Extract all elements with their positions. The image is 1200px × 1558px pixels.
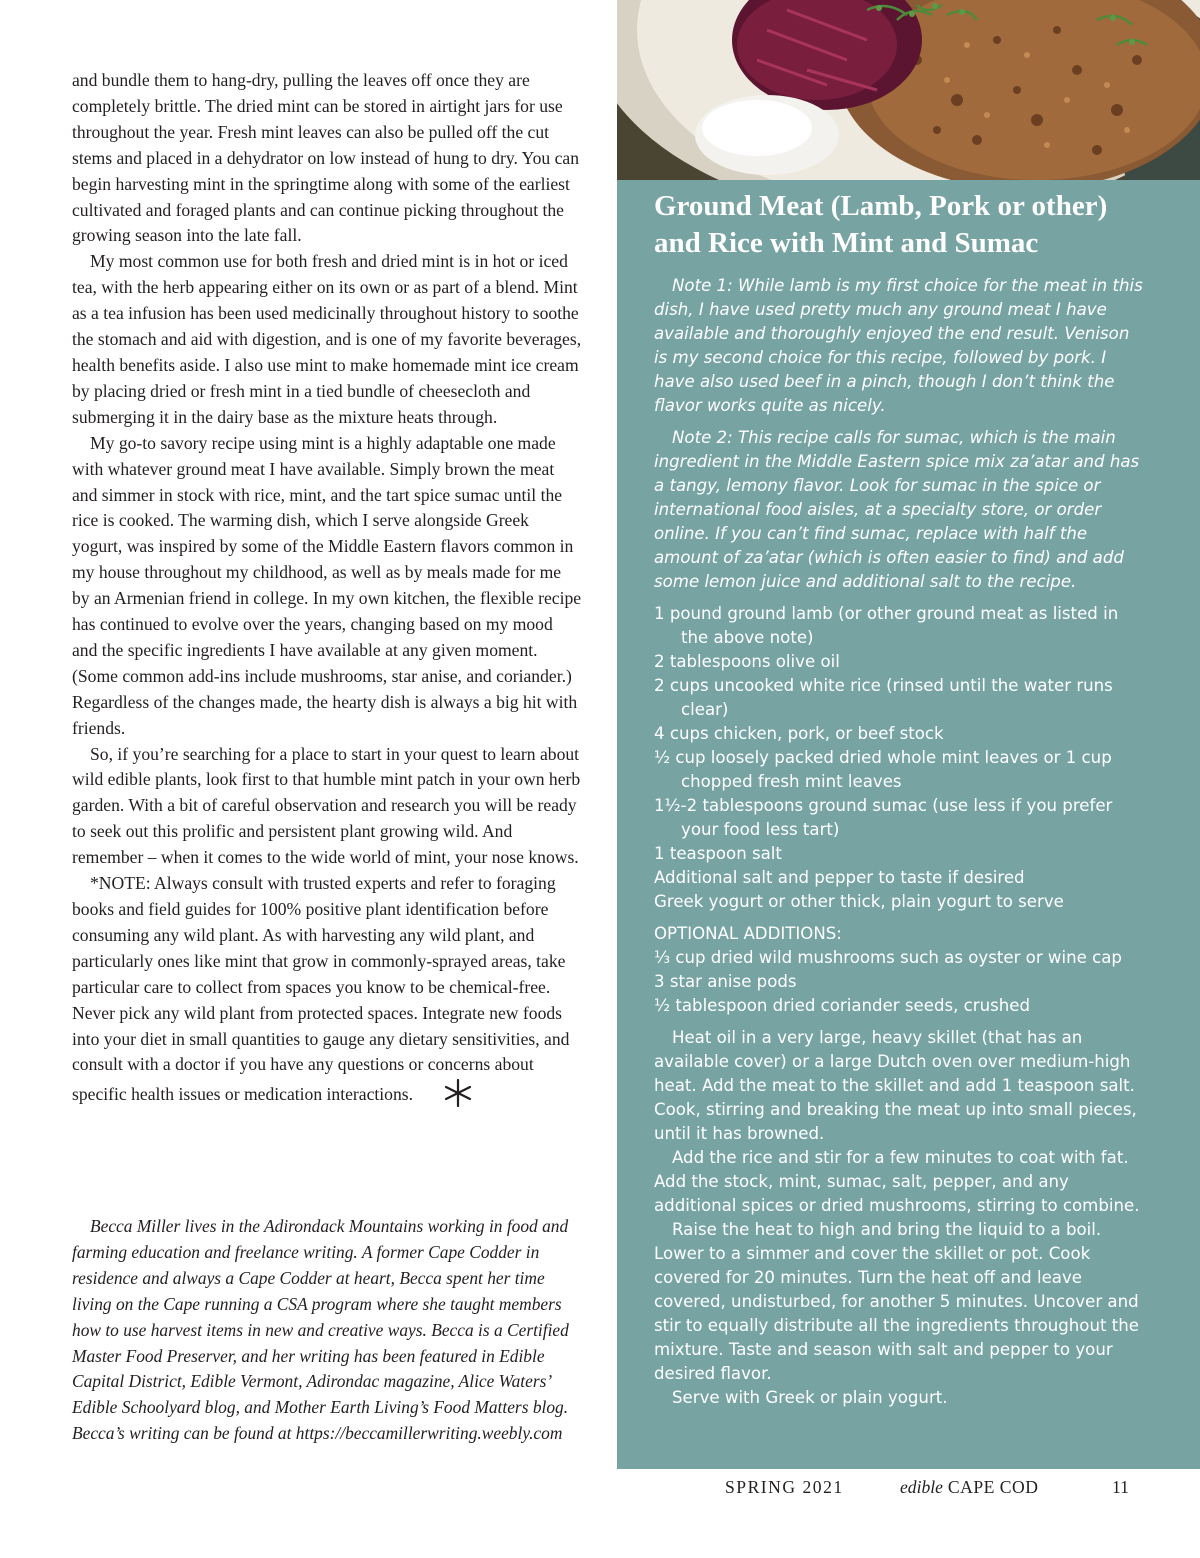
recipe-content: [654, 188, 1144, 1410]
page-number: 11: [1112, 1477, 1129, 1497]
recipe-step-3: Raise the heat to high and bring the liquid to a boil. Lower to a simmer and cover the skillet or pot. Cook covered for 20 minutes. Turn the heat off and leave covered, undisturbed, for another 5 minutes. Uncover and stir to equally distribute all the ingredients throughout the mixture. Taste and season with salt and pepper to your desired flavor.: [654, 1220, 1139, 1383]
article-note-text: *NOTE: Always consult with trusted experts and refer to foraging books and field guides for 100% positive plant identification before consuming any wild plant. As with harvesting any wild plant, and particularly ones like mint that grow in commonly-sprayed areas, take particular care to collect from spaces you know to be chemical-free. Never pick any wild plant from protected spaces. Integrate new foods into your diet in small quantities to gauge any dietary sensitivities, and consult with a doctor if you have any questions or concerns about specific health issues or medication interactions.: [72, 873, 570, 1105]
optional-item: 3 star anise pods: [654, 972, 797, 991]
page-footer: [0, 1474, 1200, 1500]
ingredient-item: ½ cup loosely packed dried whole mint leaves or 1 cup chopped fresh mint leaves: [654, 748, 1112, 791]
optional-item: ⅓ cup dried wild mushrooms such as oyster or wine cap: [654, 948, 1122, 967]
article-body: [72, 68, 582, 1116]
author-bio: [72, 1214, 572, 1447]
food-photo-illustration: [617, 0, 1200, 180]
ingredient-list: [654, 602, 1144, 914]
ingredient-item: 1 teaspoon salt: [654, 844, 782, 863]
ingredient-item: 2 cups uncooked white rice (rinsed until the water runs clear): [654, 676, 1113, 719]
footer-magazine-title: CAPE COD: [943, 1477, 1039, 1497]
end-mark-star-icon: [425, 1078, 473, 1116]
footer-magazine-name: [900, 1474, 1038, 1500]
optional-additions-list: [654, 946, 1144, 1018]
article-paragraph-1: and bundle them to hang-dry, pulling the leaves off once they are completely brittle. The dried mint can be stored in airtight jars for use throughout the year. Fresh mint leaves can also be pulled off the cut stems and placed in a dehydrator on low instead of hung to dry. You can begin harvesting mint in the springtime along with some of the earliest cultivated and foraged plants and can continue picking throughout the growing season into the late fall.: [72, 70, 580, 246]
optional-additions-heading: OPTIONAL ADDITIONS:: [654, 924, 842, 943]
food-photo: [617, 0, 1200, 180]
ingredient-item: 1 pound ground lamb (or other ground meat as listed in the above note): [654, 604, 1119, 647]
recipe-step-4: Serve with Greek or plain yogurt.: [672, 1388, 948, 1407]
ingredient-item: Additional salt and pepper to taste if desired: [654, 868, 1025, 887]
article-paragraph-2: My most common use for both fresh and dried mint is in hot or iced tea, with the herb appearing either on its own or as part of a blend. Mint as a tea infusion has been used medicinally throughout history to soothe the stomach and aid with digestion, and is one of my favorite beverages, health benefits aside. I also use mint to make homemade mint ice cream by placing dried or fresh mint in a tied bundle of cheesecloth and submerging it in the dairy base as the mixture heats through.: [72, 251, 582, 427]
ingredient-item: 1½-2 tablespoons ground sumac (use less if you prefer your food less tart): [654, 796, 1113, 839]
article-paragraph-3: My go-to savory recipe using mint is a highly adaptable one made with whatever ground meat I have available. Simply brown the meat and simmer in stock with rice, mint, and the tart spice sumac until the rice is cooked. The warming dish, which I serve alongside Greek yogurt, was inspired by some of the Middle Eastern flavors common in my house throughout my childhood, as well as by meals made for me by an Armenian friend in college. In my own kitchen, the flexible recipe has continued to evolve over the years, changing based on my mood and the specific ingredients I have available at any given moment. (Some common add-ins include mushrooms, star anise, and coriander.) Regardless of the changes made, the hearty dish is always a big hit with friends.: [72, 432, 582, 738]
recipe-step-2: Add the rice and stir for a few minutes to coat with fat. Add the stock, mint, sumac, salt, pepper, and any additional spices or dried mushrooms, stirring to combine.: [654, 1148, 1140, 1215]
author-bio-text: Becca Miller lives in the Adirondack Mountains working in food and farming education and freelance writing. A former Cape Codder in residence and always a Cape Codder at heart, Becca spent her time living on the Cape running a CSA program where she taught members how to use harvest items in new and creative ways. Becca is a Certified Master Food Preserver, and her writing has been featured in Edible Capital District, Edible Vermont, Adirondac magazine, Alice Waters’ Edible Schoolyard blog, and Mother Earth Living’s Food Matters blog. Becca’s writing can be found at https://beccamillerwriting.weebly.com: [72, 1216, 569, 1444]
footer-issue: SPRING 2021: [725, 1477, 844, 1497]
ingredient-item: 2 tablespoons olive oil: [654, 652, 840, 671]
ingredient-item: 4 cups chicken, pork, or beef stock: [654, 724, 944, 743]
recipe-title: Ground Meat (Lamb, Pork or other) and Rice with Mint and Sumac: [654, 190, 1108, 259]
article-note-paragraph: [72, 871, 582, 1116]
recipe-panel: [617, 180, 1200, 1469]
recipe-note-1: Note 1: While lamb is my first choice for the meat in this dish, I have used pretty much any ground meat I have available and thoroughly enjoyed the end result. Venison is my second choice for this recipe, followed by pork. I have also used beef in a pinch, though I don’t think the flavor works quite as nicely.: [654, 276, 1143, 415]
article-paragraph-4: So, if you’re searching for a place to start in your quest to learn about wild edible plants, look first to that humble mint patch in your own herb garden. With a bit of careful observation and research you will be ready to seek out this prolific and persistent plant growing wild. And remember – when it comes to the wide world of mint, your nose knows.: [72, 743, 581, 868]
optional-item: ½ tablespoon dried coriander seeds, crushed: [654, 996, 1031, 1015]
recipe-step-1: Heat oil in a very large, heavy skillet (that has an available cover) or a large Dutch oven over medium-high heat. Add the meat to the skillet and add 1 teaspoon salt. Cook, stirring and breaking the meat up into small pieces, until it has browned.: [654, 1028, 1137, 1143]
footer-magazine-edible: edible: [900, 1477, 943, 1497]
recipe-note-2: Note 2: This recipe calls for sumac, which is the main ingredient in the Middle Eastern spice mix za’atar and has a tangy, lemony flavor. Look for sumac in the spice or international food aisles, at a specialty store, or order online. If you can’t find sumac, replace with half the amount of za’atar (which is often easier to find) and add some lemon juice and additional salt to the recipe.: [654, 428, 1140, 591]
ingredient-item: Greek yogurt or other thick, plain yogurt to serve: [654, 892, 1064, 911]
